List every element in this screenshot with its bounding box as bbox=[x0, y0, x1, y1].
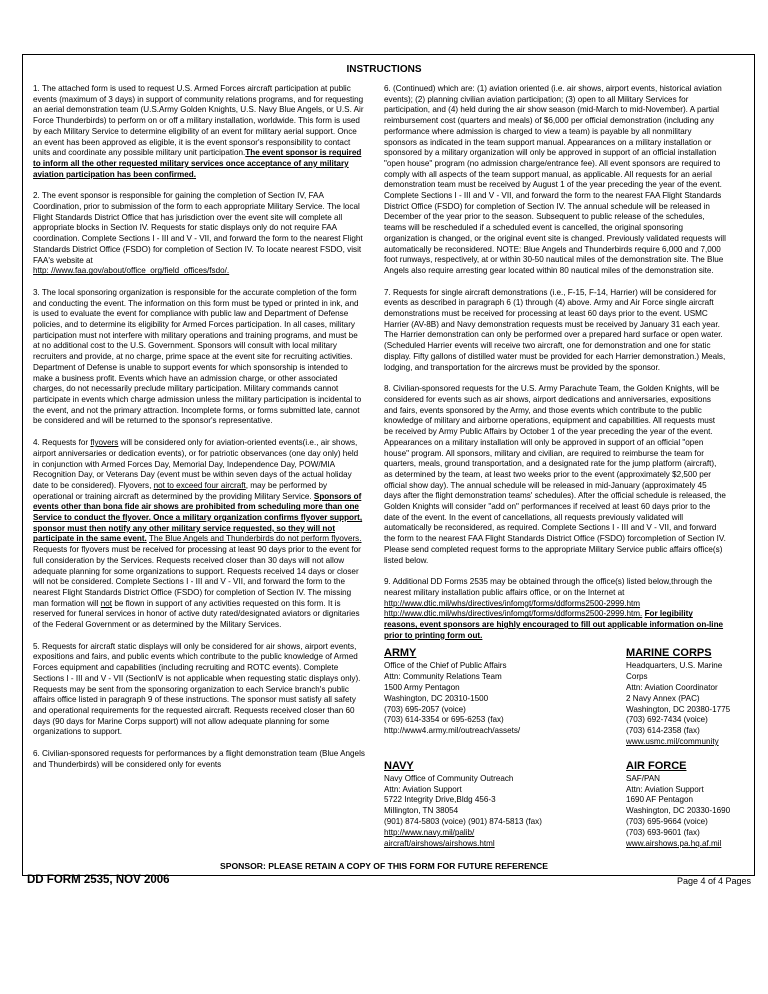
flyover-restriction: Sponsors of events other than bona fide air shows are prohibited from scheduling more than one Service to conduct the flyover. Once a military organization confirms flyover support, sponsor must then notify any other military service requested, so they will not participate in the same event. bbox=[33, 491, 363, 544]
paragraph-7: 7. Requests for single aircraft demonstrations (i.e., F-15, F-14, Harrier) will be considered for events as described in paragraph 6 (1) through (4) above. Army and Air Force single aircraft demonstrations must be received for processing at least 60 days prior to the event. USMC Harrier (AV-8B) and Navy demonstration requests must be received by January 31 each year. The Harrier demonstration can only be performed over a prepared hard surface or open water. (Scheduled Harrier events will receive two aircraft, one for demonstration and one for static display. Fifty gallons of distilled water must be provided for each Harrier demonstration.) Meals, lodging, and transportation for the aircrews must be provided by the sponsor. bbox=[384, 287, 726, 372]
page-number: Page 4 of 4 Pages bbox=[676, 876, 751, 886]
form-identifier: DD FORM 2535, NOV 2006 bbox=[27, 874, 170, 886]
navy-link[interactable]: http://www.navy.mil/palib/ bbox=[384, 827, 475, 837]
paragraph-4: 4. Requests for flyovers will be considered only for aviation-oriented events(i.e., air shows, airport anniversaries or dedication events), or for patriotic observances (one day only) held in conjunction with Armed Forces Day, Memorial Day, Independence Day, POW/MIA Recognition Day, or Veterans Day (event must be within seven days of the actual holiday date to be considered). Flyovers, not to exceed four aircraft, may be performed by operational or training aircraft as determined by the providing Military Service. Sponsors of events other than bona fide air shows are prohibited from scheduling more than one Service to conduct the flyover. Once a military organization confirms flyover support, sponsor must then notify any other military service requested, so they will not participate in the same event. The Blue Angels and Thunderbirds do not perform flyovers. Requests for flyovers must be received for processing at least 90 days prior to the event for full consideration by the Services. Requests received closer than 30 days will not allow adequate planning for some organizations to support. Requests received 14 days or closer will not be considered. Complete Sections I - III and V - VII, and forward the form to the nearest Flight Standards District Office (FSDO) for completion of Section IV. The missing man formation will not be flown in support of any activities requested on this form. It is reserved for funeral services in honor of active duty rated/designated aviators or dignitaries of the Federal Government or as determined by the Military Services. bbox=[33, 438, 363, 630]
army-link[interactable]: http://www4.army.mil/outreach/assets/ bbox=[384, 726, 521, 736]
forms-link-2[interactable]: http://www.dtic.mil/whs/directives/infomgt/forms/ddforms2500-2999.htm. bbox=[384, 609, 643, 619]
forms-link-1[interactable]: http://www.dtic.mil/whs/directives/infomgt/forms/ddforms2500-2999.htm bbox=[384, 598, 641, 608]
airforce-link[interactable]: www.airshows.pa.hq.af.mil bbox=[626, 838, 722, 848]
paragraph-8: 8. Civilian-sponsored requests for the U.S. Army Parachute Team, the Golden Knights, will be considered for events such as air shows, airport dedications and anniversaries, expositions and fairs, events sponsored by the Army, and those events which contribute to the public knowledge of military and airborne operations, equipment and capabilities. All requests must be received by Army Public Affairs by October 1 of the year preceding the year of the event. Appearances on a military installation will only be approved in support of an official "open house" program. All sponsors, military and civilian, are required to reimburse the team for quarters, meals, ground transportation, and a designated rate for the jump platform (aircraft), as determined by the team, at least two weeks prior to the event (approximately $2,500 per official show day). The annual schedule will be released in mid-January (approximately 45 days after the flight demonstration teams' schedules). After the official schedule is released, the Golden Knights will consider "add on" performances if received at least 60 days prior to the date of the event. In the event of cancellations, all requests previously validated will automatically be reconsidered, as required. Complete Sections I - III and V - VII, and forward the form to the nearest FAA Flight Standards District Office (FSDO) forcompletion of Section IV. Please send completed request forms to the appropriate Military Service public affairs office(s) listed below. bbox=[384, 384, 726, 565]
right-column bbox=[384, 84, 731, 849]
confirmation-requirement: The event sponsor is required to inform all the other requested military services once acceptance of any military aviation participation has been confirmed. bbox=[33, 148, 362, 179]
marine-contact: MARINE CORPS Headquarters, U.S. Marine Corps Attn: Aviation Coordinator 2 Navy Annex (PAC) Washington, DC 20380-1775 (703) 692-7434 (voice) (703) 614-2358 (fax) www.usmc.mil/community bbox=[626, 647, 731, 747]
paragraph-6-continued: 6. (Continued) which are: (1) aviation oriented (i.e. air shows, airport events, historical aviation events); (2) planning civilian aviation participation; (3) open to all Military Services for participation, and (4) held during the air show season (mid-March to mid-November). A partial reimbursement cost (quarters and meals) of $6,000 per official demonstration (including any performance where admission is charged to view a team) is payable by all nonmilitary sponsors as indicated in the team support manual. Appearances on a military installation or sponsored by a military organization will only be approved in support of an official installation "open house" program (no admission charge/entrance fee). All event sponsors are required to comply with all aspects of the team support manual, as applicable. All requests for an aerial demonstration team must be received by August 1 of the year preceding the year of the event. Complete Sections I - III and V - VII, and forward the form to the nearest FAA Flight Standards District Office (FSDO) for completion of Section IV. The annual schedule will be released in December of the year prior to the season. Subsequent to public release of the schedules, teams will be rescheduled if a scheduled event is cancelled, the original sponsoring organization is changed, or the original event site is changed. Previously validated requests will automatically be reconsidered. NOTE: Blue Angels and Thunderbirds require 6,000 and 7,000 foot runways, respectively, at or within 30-50 nautical miles of the demonstration site. The Blue Angels also require arresting gear located within 80 nautical miles of the demonstration site. bbox=[384, 84, 726, 275]
service-contacts bbox=[384, 647, 732, 849]
army-contact: ARMY Office of the Chief of Public Affairs Attn: Community Relations Team 1500 Army Pentagon Washington, DC 20310-1500 (703) 695-2057 (voice) (703) 614-3354 or 695-6253 (fax) http://www4.army.mil/outreach/assets/ bbox=[384, 647, 626, 747]
paragraph-6: 6. Civilian-sponsored requests for performances by a flight demonstration team (Blue Angels and Thunderbirds) will be considered only for events bbox=[33, 749, 365, 769]
fsdo-link[interactable]: http: //www.faa.gov/about/office_org/field_offices/fsdo/. bbox=[33, 266, 230, 276]
airforce-contact: AIR FORCE SAF/PAN Attn: Aviation Support 1690 AF Pentagon Washington, DC 20330-1690 (703) 695-9664 (voice) (703) 693-9601 (fax) www.airshows.pa.hq.af.mil bbox=[626, 759, 731, 848]
marine-heading: MARINE CORPS bbox=[626, 647, 712, 660]
army-heading: ARMY bbox=[384, 647, 417, 660]
paragraph-2: 2. The event sponsor is responsible for gaining the completion of Section IV, FAA Coordination, prior to submission of the form to each appropriate Military Service. The local Flight Standards District Office that has jurisdiction over the event site will complete all appropriate blocks in Section IV. Requests for static displays only do not require FAA coordination. Complete Sections I - III and V - VII, and forward the form to the nearest Flight Standards District Office (FSDO) for completion of Section IV. To locate nearest FSDO, visit FAA's website at http: //www.faa.gov/about/office_org/field_offices/fsdo/. bbox=[33, 191, 363, 276]
paragraph-1: 1. The attached form is used to request U.S. Armed Forces aircraft participation at public events (maximum of 3 days) in support of community relations programs, and for requesting an aerial demonstration team (U.S.Army Golden Knights, U.S. Navy Blue Angels, or U.S. Air Force Thunderbirds) to perform on or off a military installation, worldwide. This form is used by each Military Service to determine eligibility of an event for military aerial support. Once an event has been approved as eligible, it is the event sponsor's responsibility to contact units and coordinate any possible military unit participation.The event sponsor is required to inform all the other requested military services once acceptance of any military aviation participation has been confirmed. bbox=[33, 84, 364, 179]
legibility-note: For legibility reasons, event sponsors are highly encouraged to fill out applicable information on-line prior to printing form out. bbox=[384, 609, 724, 640]
paragraph-5: 5. Requests for aircraft static displays will only be considered for air shows, airport events, expositions and fairs, and public events which contribute to the public knowledge of Armed Forces equipment and capabilities (including recruiting and ROTC events). Complete Sections I - III and V - VII (SectionIV is not applicable when requesting static displays only). Requests may be sent from the sponsoring organization to each Service branch's public affairs office listed in paragraph 9 of these instructions. The sponsor must satisfy all safety and operational requirements for the requested aircraft. Requests received closer than 60 days (90 days for Marine Corps support) will not allow adequate planning for some organizations to support. bbox=[33, 641, 361, 737]
airforce-heading: AIR FORCE bbox=[626, 759, 687, 772]
marine-link[interactable]: www.usmc.mil/community bbox=[626, 737, 719, 747]
paragraph-9: 9. Additional DD Forms 2535 may be obtained through the office(s) listed below,through the nearest military installation public affairs office, or on the Internet at http://www.dtic.mil/whs/directives/infomgt/forms/ddforms2500-2999.htm http://www.dtic.mil/whs/directives/infomgt/forms/ddforms2500-2999.htm. For legibility reasons, event sponsors are highly encouraged to fill out applicable information on-line prior to printing form out. bbox=[384, 577, 724, 640]
navy-contact: NAVY Navy Office of Community Outreach Attn: Aviation Support 5722 Integrity Drive,Bldg 456-3 Millington, TN 38054 (901) 874-5803 (voice) (901) 874-5813 (fax) http://www.navy.mil/palib/ aircraft/airshows/airshows.html bbox=[384, 760, 626, 850]
retain-copy-note: SPONSOR: PLEASE RETAIN A COPY OF THIS FORM FOR FUTURE REFERENCE bbox=[219, 861, 548, 871]
navy-heading: NAVY bbox=[384, 759, 414, 772]
left-column bbox=[33, 84, 366, 781]
instructions-title: INSTRUCTIONS bbox=[346, 64, 422, 75]
paragraph-3: 3. The local sponsoring organization is responsible for the accurate completion of the form and conducting the event. The information on this form must be typed or printed in ink, and is used to evaluate the event for compliance with public law and Department of Defense policies, and to determine its eligibility for Armed Forces participation. In all cases, military participation must not interfere with military operations and training programs, and must be at no additional cost to the U.S. Government. Sponsors will consult with local military recruiters and provide, at no charge, prime space at the event site for recruiting activities. Department of Defense is unable to support events for which sponsorship is intended to make a business profit. Events which have an admission charge, or other associated charges, do not necessarily preclude military participation. Military commands cannot participate in events which charge admission unless the military participation is incidental to the event, and not the primary attraction. Incomplete forms, or forms submitted late, cannot be considered and will be returned to the sponsor's representative. bbox=[33, 287, 362, 426]
